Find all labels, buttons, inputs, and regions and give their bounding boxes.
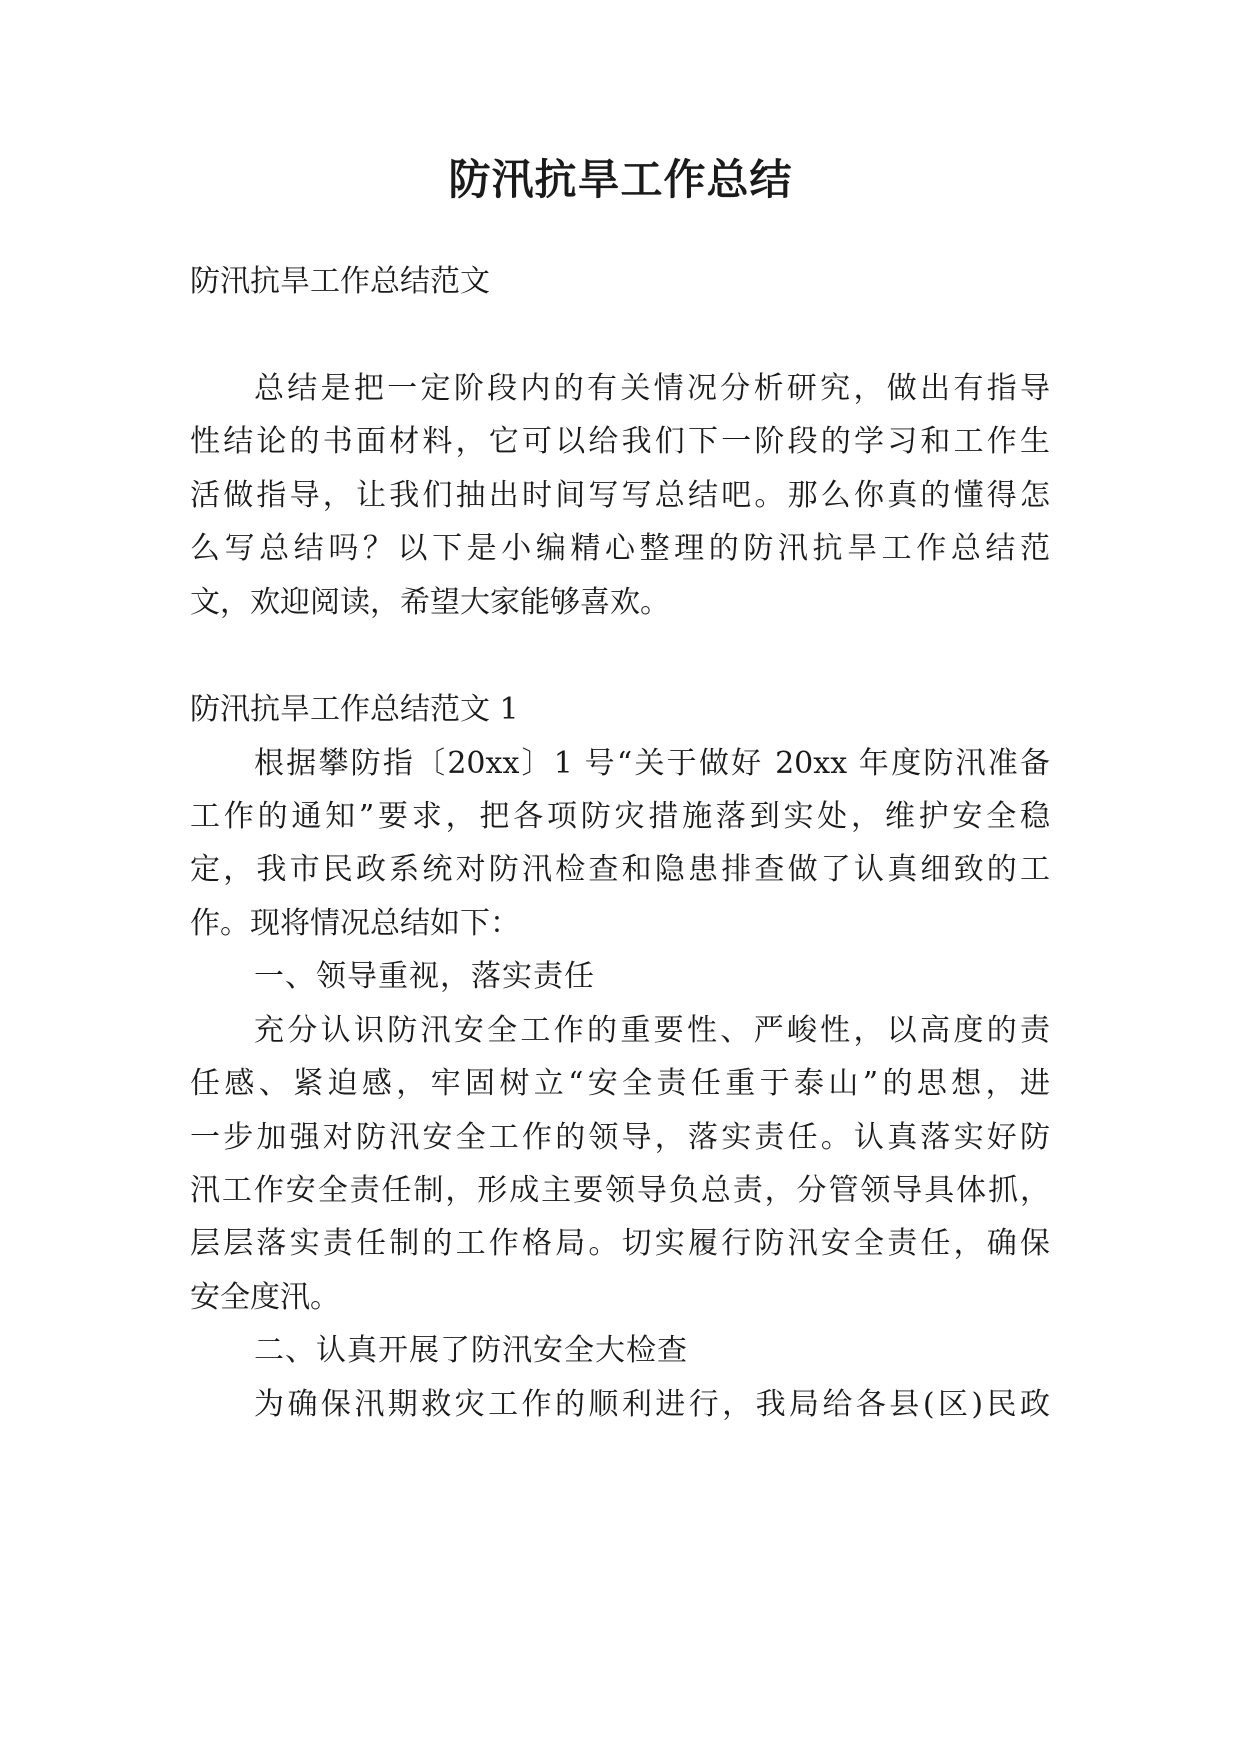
paragraph-line: 作。现将情况总结如下： (190, 906, 520, 941)
document-subtitle: 防汛抗旱工作总结范文 (190, 264, 490, 299)
paragraph-line: 充分认识防汛安全工作的重要性、严峻性，以高度的责 (254, 1013, 1050, 1048)
paragraph-line: 一步加强对防汛安全工作的领导，落实责任。认真落实好防 (190, 1120, 1050, 1155)
paragraph-line: 文，欢迎阅读，希望大家能够喜欢。 (190, 585, 670, 620)
paragraph-line: 安全度汛。 (190, 1280, 340, 1315)
paragraph-line: 任感、紧迫感，牢固树立“安全责任重于泰山”的思想，进 (190, 1066, 1050, 1101)
paragraph-line: 活做指导，让我们抽出时间写写总结吧。那么你真的懂得怎 (190, 478, 1050, 513)
paragraph-line: 层层落实责任制的工作格局。切实履行防汛安全责任，确保 (190, 1226, 1050, 1261)
paragraph-line: 工作的通知”要求，把各项防灾措施落到实处，维护安全稳 (190, 799, 1050, 834)
section-heading: 二、认真开展了防汛安全大检查 (254, 1333, 688, 1368)
section-title: 防汛抗旱工作总结范文 1 (190, 692, 519, 727)
paragraph-line: 汛工作安全责任制，形成主要领导负总责，分管领导具体抓， (190, 1173, 1050, 1208)
paragraph-line: 定，我市民政系统对防汛检查和隐患排查做了认真细致的工 (190, 852, 1050, 887)
paragraph-line: 么写总结吗？以下是小编精心整理的防汛抗旱工作总结范 (190, 531, 1050, 566)
paragraph-line: 根据攀防指〔20xx〕1 号“关于做好 20xx 年度防汛准备 (254, 746, 1050, 781)
section-heading: 一、领导重视，落实责任 (254, 959, 595, 994)
paragraph-line: 总结是把一定阶段内的有关情况分析研究，做出有指导 (254, 371, 1050, 406)
document-title: 防汛抗旱工作总结 (448, 155, 793, 204)
paragraph-line: 性结论的书面材料，它可以给我们下一阶段的学习和工作生 (190, 424, 1050, 459)
paragraph-line: 为确保汛期救灾工作的顺利进行，我局给各县(区)民政 (254, 1387, 1050, 1422)
